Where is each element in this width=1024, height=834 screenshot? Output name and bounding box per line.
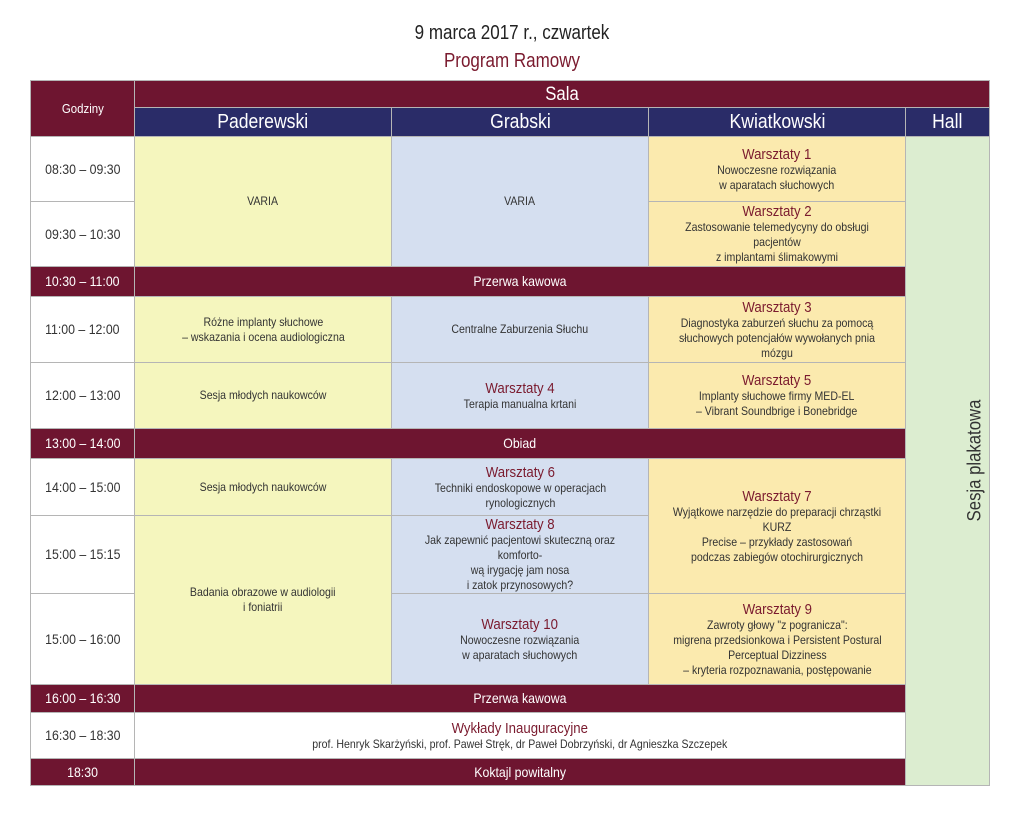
workshop-4: Warsztaty 4 Terapia manualna krtani — [392, 363, 649, 429]
room-kwiatkowski: Kwiatkowski — [649, 108, 906, 137]
workshop-10: Warsztaty 10 Nowoczesne rozwiązania w aparatach słuchowych — [392, 594, 649, 685]
session-central-hearing: Centralne Zaburzenia Słuchu — [392, 297, 649, 363]
session-implants: Różne implanty słuchowe – wskazania i ocena audiologiczna — [135, 297, 392, 363]
time-cell: 09:30 – 10:30 — [31, 202, 135, 267]
workshop-9: Warsztaty 9 Zawroty głowy "z pogranicza": migrena przedsionkowa i Persistent Postural Perceptual Dizziness – kryteria rozpoznawania, postępowanie — [649, 594, 906, 685]
session-varia-paderewski: VARIA — [135, 137, 392, 267]
workshop-5: Warsztaty 5 Implanty słuchowe firmy MED-EL – Vibrant Soundbrige i Bonebridge — [649, 363, 906, 429]
time-cell: 18:30 — [31, 759, 135, 786]
time-cell: 11:00 – 12:00 — [31, 297, 135, 363]
time-cell: 16:30 – 18:30 — [31, 713, 135, 759]
time-cell: 12:00 – 13:00 — [31, 363, 135, 429]
time-cell: 16:00 – 16:30 — [31, 685, 135, 713]
header-sala: Sala — [135, 81, 990, 108]
time-cell: 14:00 – 15:00 — [31, 459, 135, 516]
date-heading: 9 marca 2017 r., czwartek — [414, 22, 610, 44]
room-paderewski: Paderewski — [135, 108, 392, 137]
session-young-researchers: Sesja młodych naukowców — [135, 459, 392, 516]
time-cell: 10:30 – 11:00 — [31, 267, 135, 297]
welcome-cocktail: Koktajl powitalny — [135, 759, 906, 786]
time-cell: 13:00 – 14:00 — [31, 429, 135, 459]
coffee-break: Przerwa kawowa — [135, 267, 906, 297]
hall-poster-session: Sesja plakatowa — [906, 137, 990, 786]
session-imaging: Badania obrazowe w audiologii i foniatrii — [135, 516, 392, 685]
workshop-6: Warsztaty 6 Techniki endoskopowe w operacjach rynologicznych — [392, 459, 649, 516]
room-hall: Hall — [906, 108, 990, 137]
coffee-break: Przerwa kawowa — [135, 685, 906, 713]
lunch-break: Obiad — [135, 429, 906, 459]
workshop-1: Warsztaty 1 Nowoczesne rozwiązania w aparatach słuchowych — [649, 137, 906, 202]
room-grabski: Grabski — [392, 108, 649, 137]
inaugural-lectures: Wykłady Inauguracyjne prof. Henryk Skarżyński, prof. Paweł Stręk, dr Paweł Dobrzyński, dr Agnieszka Szczepek — [135, 713, 906, 759]
header-godziny: Godziny — [31, 81, 135, 137]
workshop-2: Warsztaty 2 Zastosowanie telemedycyny do obsługi pacjentów z implantami ślimakowymi — [649, 202, 906, 267]
workshop-3: Warsztaty 3 Diagnostyka zaburzeń słuchu za pomocą słuchowych potencjałów wywołanych pnia mózgu — [649, 297, 906, 363]
program-title: Program Ramowy — [443, 50, 581, 72]
workshop-8: Warsztaty 8 Jak zapewnić pacjentowi skuteczną oraz komforto- wą irygację jam nosa i zatok przynosowych? — [392, 516, 649, 594]
workshop-7: Warsztaty 7 Wyjątkowe narzędzie do preparacji chrząstki KURZ Precise – przykłady zastosowań podczas zabiegów otochirurgicznych — [649, 459, 906, 594]
program-table — [30, 80, 990, 786]
session-varia-grabski: VARIA — [392, 137, 649, 267]
time-cell: 15:00 – 15:15 — [31, 516, 135, 594]
time-cell: 15:00 – 16:00 — [31, 594, 135, 685]
time-cell: 08:30 – 09:30 — [31, 137, 135, 202]
session-young-researchers: Sesja młodych naukowców — [135, 363, 392, 429]
